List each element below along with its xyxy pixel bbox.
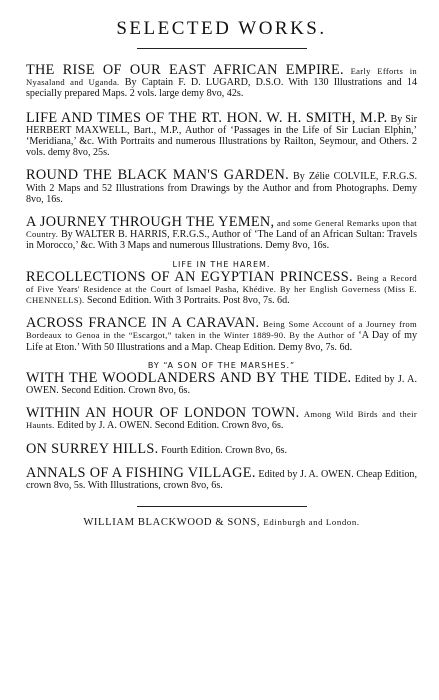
publisher-name: WILLIAM BLACKWOOD & SONS, bbox=[83, 517, 261, 529]
entry-details: By WALTER B. HARRIS, F.R.G.S., Author of ‘The Land of an African Sultan: Travels in Morocco,’ &c. With 3 Maps and numerous Illustrations. Demy 8vo, 16s. bbox=[26, 229, 417, 252]
entry-yemen bbox=[26, 214, 417, 252]
entry-details: By Sir HERBERT MAXWELL, Bart., M.P., Author of ‘Passages in the Life of Sir Lucian Elphin,’ ‘Meridiana,’ &c. With Portraits and numerous Illustrations by Railton, Seymour, and Others. 2 vols. demy 8vo, 25s. bbox=[26, 113, 417, 159]
entry-title: ACROSS FRANCE IN A CARAVAN. bbox=[26, 315, 260, 332]
entry-subtitle: and some General Remarks upon that Country. bbox=[26, 218, 417, 240]
entry-details: By Zélie COLVILE, F.R.G.S. With 2 Maps and 52 Illustrations from Drawings by the Author and from Photographs. Demy 8vo, 16s. bbox=[26, 171, 417, 205]
entry-details: Edited by J. A. OWEN. Cheap Edition, crown 8vo, 5s. With Illustrations, crown 8vo, 6s. bbox=[26, 468, 417, 492]
entry-egyptian-princess bbox=[26, 268, 417, 307]
subheading-harem: LIFE IN THE HAREM. bbox=[172, 259, 271, 269]
entry-title: THE RISE OF OUR EAST AFRICAN EMPIRE. bbox=[26, 62, 344, 78]
entry-black-mans-garden bbox=[26, 167, 417, 205]
entry-title: ON SURREY HILLS. bbox=[26, 440, 159, 457]
entry-woodlanders bbox=[26, 369, 417, 397]
entry-title: RECOLLECTIONS OF AN EGYPTIAN PRINCESS. bbox=[26, 268, 353, 285]
footer-rule bbox=[137, 506, 307, 507]
publisher-place: Edinburgh and London. bbox=[263, 517, 360, 528]
entry-details: Fourth Edition. Crown 8vo, 6s. bbox=[161, 444, 287, 456]
entry-details: Edited by J. A. OWEN. Second Edition. Crown 8vo, 6s. bbox=[26, 373, 417, 397]
entry-details: Edited by J. A. OWEN. Second Edition. Crown 8vo, 6s. bbox=[57, 420, 284, 432]
page-heading: SELECTED WORKS. bbox=[116, 18, 327, 39]
imprint-line bbox=[26, 517, 417, 528]
entry-surrey-hills bbox=[26, 440, 417, 457]
entry-w-h-smith bbox=[26, 109, 417, 159]
entry-subtitle: Being a Record of Five Years' Residence at the Court of Ismael Pasha, Khédive. By her English Governess (Miss E. CHENNELLS). bbox=[26, 272, 417, 306]
entry-title: WITHIN AN HOUR OF LONDON TOWN. bbox=[26, 405, 300, 422]
entry-subtitle: Among Wild Birds and their Haunts. bbox=[26, 409, 417, 431]
entry-subtitle: Being Some Account of a Journey from Bordeaux to Genoa in the “Escargot,” taken in the Winter 1889-90. By the Author of bbox=[26, 319, 418, 341]
entry-details: Second Edition. With 3 Portraits. Post 8vo, 7s. 6d. bbox=[86, 295, 290, 307]
heading-rule bbox=[137, 48, 307, 49]
entry-title: LIFE AND TIMES OF THE RT. HON. W. H. SMITH, M.P. bbox=[26, 109, 388, 126]
entry-london-town bbox=[26, 405, 417, 432]
entry-subtitle: Early Efforts in Nyasaland and Uganda. bbox=[26, 66, 417, 88]
entry-title: A JOURNEY THROUGH THE YEMEN, bbox=[26, 214, 275, 231]
entry-france-caravan bbox=[26, 315, 418, 353]
entry-title: ROUND THE BLACK MAN'S GARDEN. bbox=[26, 167, 289, 184]
entry-details: By Captain F. D. LUGARD, D.S.O. With 130 Illustrations and 14 specially prepared Maps. 2 vols. large demy 8vo, 42s. bbox=[26, 77, 417, 100]
entry-fishing-village bbox=[26, 464, 417, 492]
entry-east-african-empire bbox=[26, 62, 417, 100]
subheading-son-of-marshes: BY “A SON OF THE MARSHES.” bbox=[147, 360, 296, 370]
publisher-imprint bbox=[26, 517, 417, 528]
entry-details: ‘A Day of my Life at Eton.’ With 50 Illustrations and a Map. Cheap Edition. Demy 8vo, 7s. 6d. bbox=[26, 330, 417, 353]
entry-title: ANNALS OF A FISHING VILLAGE. bbox=[26, 464, 256, 481]
entry-title: WITH THE WOODLANDERS AND BY THE TIDE. bbox=[26, 369, 352, 386]
